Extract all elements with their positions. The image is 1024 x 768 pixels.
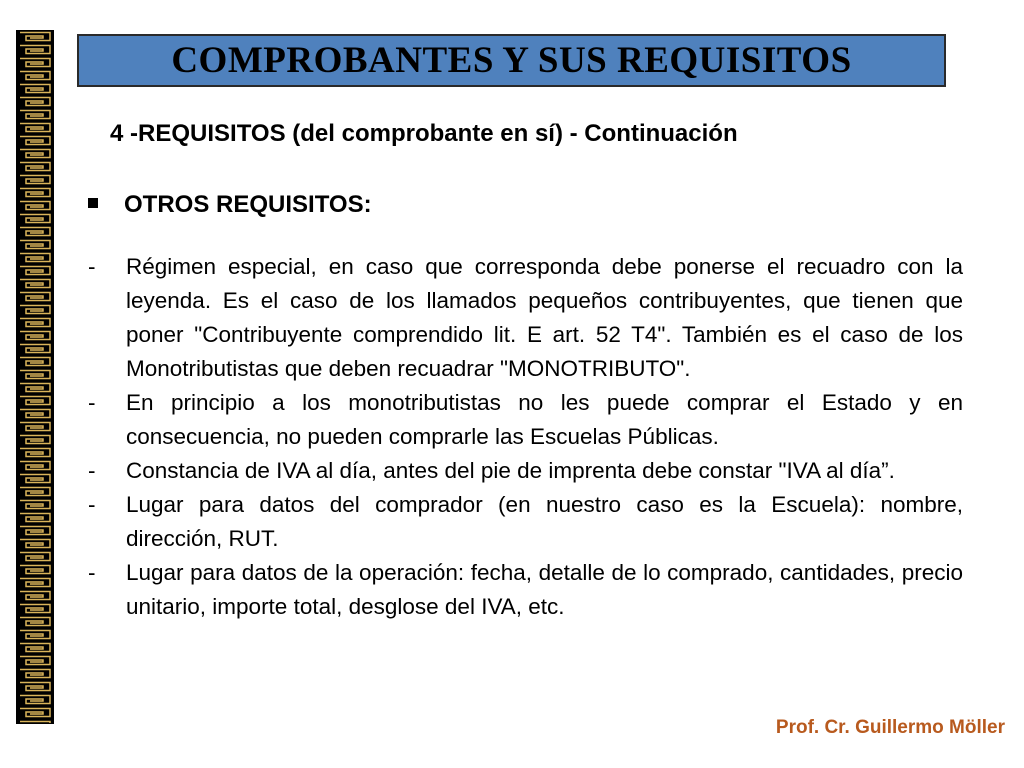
list-item-text: Régimen especial, en caso que corresponda debe ponerse el recuadro con la leyenda. Es el caso de los llamados pequeños contribuyentes, que tienen que poner "Contribuyente comprendido lit. E art. 52 T4". También es el caso de los Monotributistas que deben recuadrar "MONOTRIBUTO". (126, 254, 963, 381)
list-item (88, 556, 963, 624)
list-item-text: Lugar para datos de la operación: fecha, detalle de lo comprado, cantidades, precio unitario, importe total, desglose del IVA, etc. (126, 560, 963, 619)
list-item (88, 250, 963, 386)
list-marker: - (88, 492, 96, 517)
list-marker: - (88, 458, 96, 483)
list-item (88, 386, 963, 454)
title-banner (77, 34, 946, 87)
list-marker: - (88, 560, 96, 585)
requirements-list (88, 250, 963, 624)
greek-key-border (16, 30, 54, 724)
section-title: OTROS REQUISITOS: (124, 191, 372, 218)
square-bullet-icon (88, 198, 98, 208)
author-footer: Prof. Cr. Guillermo Möller (775, 717, 1005, 738)
slide-title: COMPROBANTES Y SUS REQUISITOS (171, 40, 852, 81)
list-marker: - (88, 390, 96, 415)
list-item (88, 488, 963, 556)
slide-subtitle: 4 -REQUISITOS (del comprobante en sí) - Continuación (110, 120, 738, 147)
list-item-text: Constancia de IVA al día, antes del pie de imprenta debe constar "IVA al día”. (126, 458, 895, 483)
list-item-text: Lugar para datos del comprador (en nuestro caso es la Escuela): nombre, dirección, RUT. (126, 492, 963, 551)
section-heading (88, 191, 372, 219)
list-marker: - (88, 254, 96, 279)
list-item-text: En principio a los monotributistas no les puede comprar el Estado y en consecuencia, no pueden comprarle las Escuelas Públicas. (126, 390, 963, 449)
list-item (88, 454, 963, 488)
